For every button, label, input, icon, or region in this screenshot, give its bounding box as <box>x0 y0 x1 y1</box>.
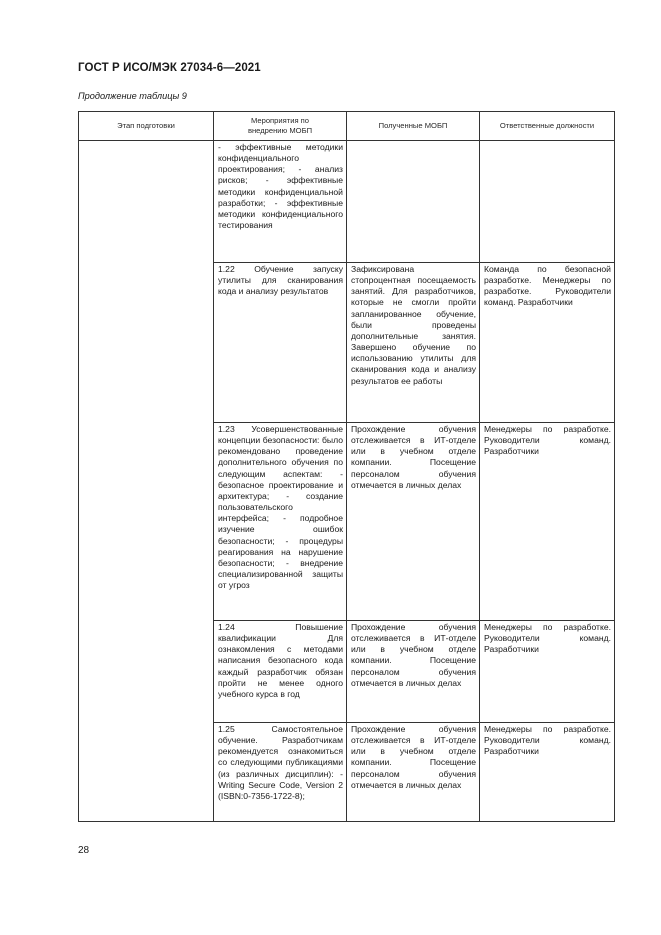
roles-cell: Менеджеры по разработке. Руководители команд. Разработчики <box>480 621 615 723</box>
table-row <box>79 141 615 263</box>
result-cell <box>347 141 480 263</box>
activity-cell: 1.25 Самостоятельное обучение. Разработчикам рекомендуется ознакомиться со следующими публикациями (из различных дисциплин): - Writing Secure Code, Version 2 (ISBN:0-7356-1722-8); <box>214 723 347 822</box>
document-title: ГОСТ Р ИСО/МЭК 27034-6—2021 <box>78 62 261 74</box>
result-cell: Прохождение обучения отслеживается в ИТ-отделе или в учебном отделе компании. Посещение персоналом обучения отмечается в личных делах <box>347 723 480 822</box>
result-cell: Прохождение обучения отслеживается в ИТ-отделе или в учебном отделе компании. Посещение персоналом обучения отмечается в личных делах <box>347 423 480 621</box>
activity-cell: 1.22 Обучение запуску утилиты для сканирования кода и анализу результатов <box>214 263 347 423</box>
stage-cell <box>79 141 214 822</box>
roles-cell: Команда по безопасной разработке. Менеджеры по разработке. Руководители команд. Разработчики <box>480 263 615 423</box>
activity-cell: 1.24 Повышение квалификации Для ознакомления с методами написания безопасного кода каждый разработчик обязан пройти не менее одного учебного курса в год <box>214 621 347 723</box>
column-header-roles: Ответственные должности <box>480 112 615 141</box>
roles-cell: Менеджеры по разработке. Руководители команд. Разработчики <box>480 423 615 621</box>
column-header-result: Полученные МОБП <box>347 112 480 141</box>
table-caption: Продолжение таблицы 9 <box>78 91 187 101</box>
result-cell: Прохождение обучения отслеживается в ИТ-отделе или в учебном отделе компании. Посещение персоналом обучения отмечается в личных делах <box>347 621 480 723</box>
column-header-activity: Мероприятия по внедрению МОБП <box>214 112 347 141</box>
result-cell: Зафиксирована стопроцентная посещаемость занятий. Для разработчиков, которые не смогли пройти запланированное обучение, были проведены дополнительные занятия. Завершено обучение по использованию утилиты для сканирования кода и анализу результатов ее работы <box>347 263 480 423</box>
table-header-row <box>79 112 615 141</box>
activity-cell: - эффективные методики конфиденциального проектирования; - анализ рисков; - эффективные методики конфиденциальной разработки; - эффективные методики конфиденциального тестирования <box>214 141 347 263</box>
page-number: 28 <box>78 845 90 856</box>
column-header-stage: Этап подготовки <box>79 112 214 141</box>
activity-cell: 1.23 Усовершенствованные концепции безопасности: было рекомендовано проведение дополнительного обучения по следующим аспектам: - безопасное проектирование и архитектура; - создание пользовательского интерфейса; - подробное изучение ошибок безопасности; - процедуры реагирования на нарушение безопасности; - внедрение специализированной защиты от угроз <box>214 423 347 621</box>
roles-cell: Менеджеры по разработке. Руководители команд. Разработчики <box>480 723 615 822</box>
table <box>78 111 615 822</box>
roles-cell <box>480 141 615 263</box>
